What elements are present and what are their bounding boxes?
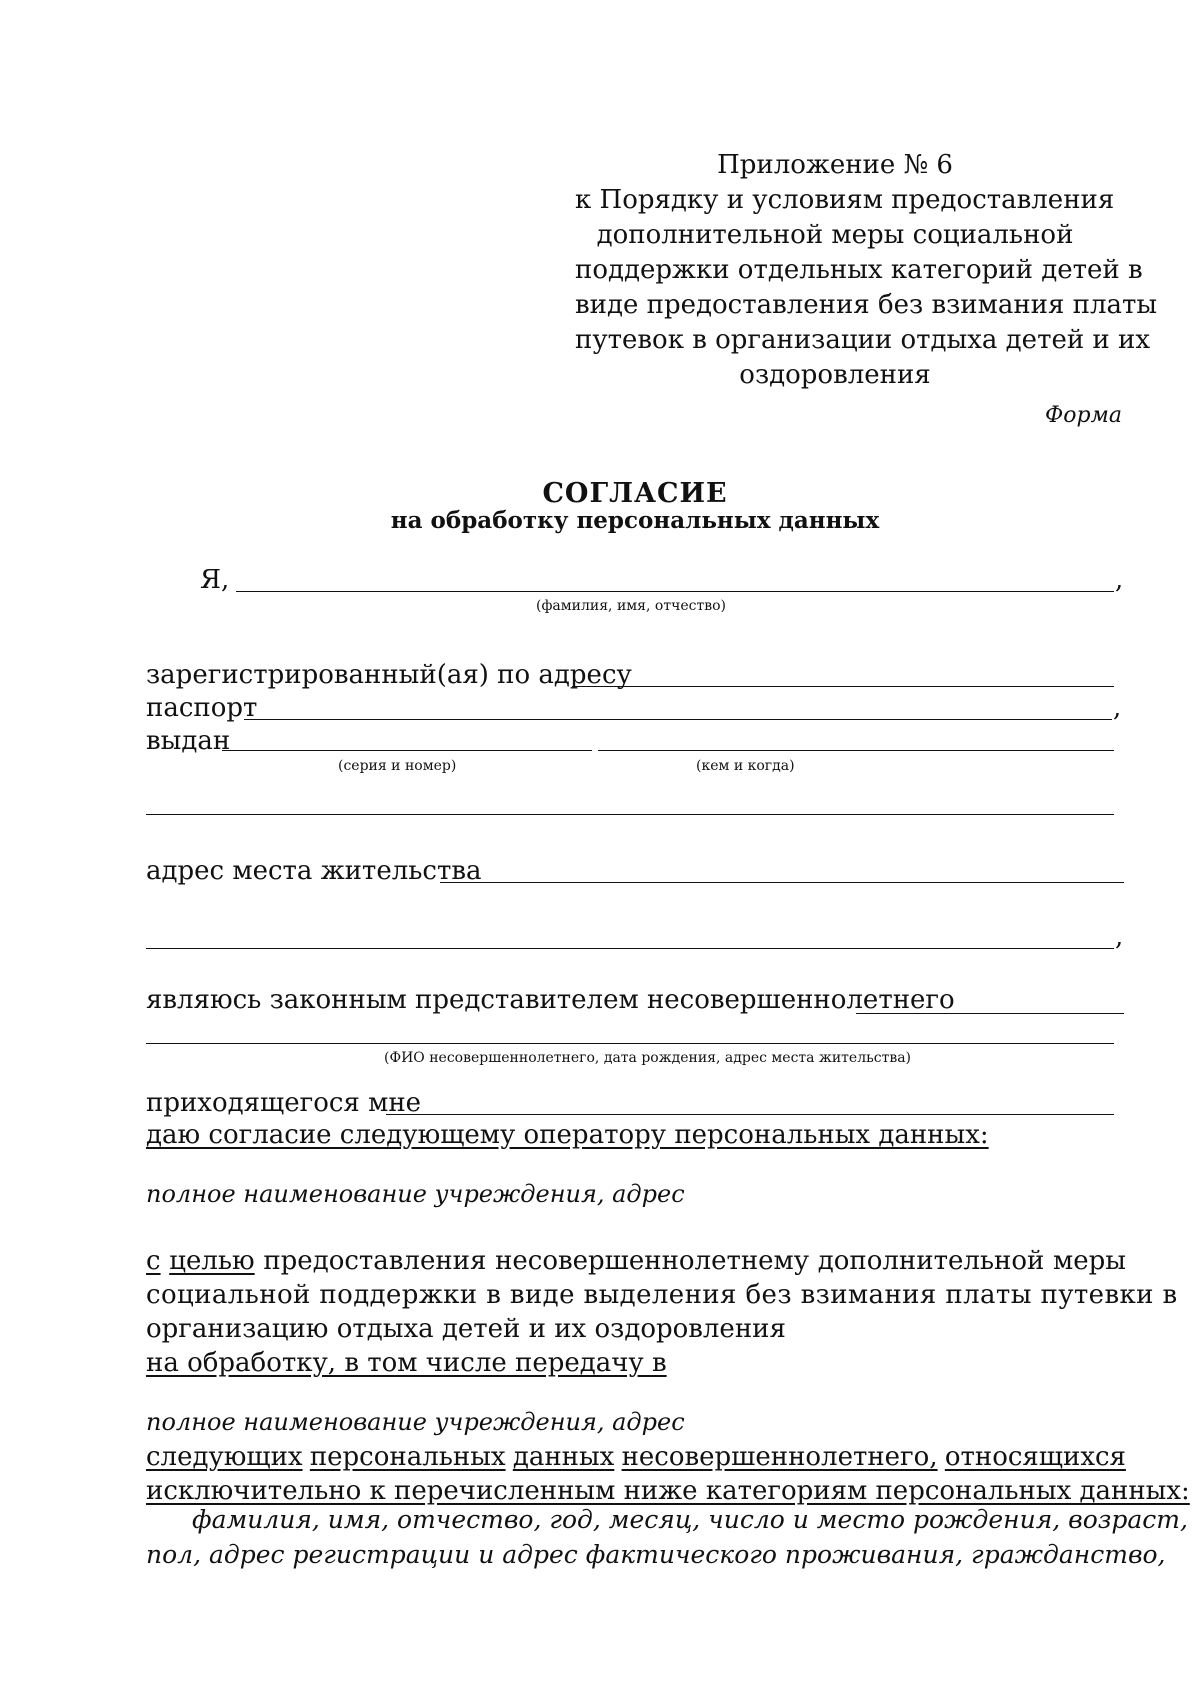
appendix-header [575,148,1158,393]
purpose-word: с [146,1246,161,1276]
purpose-line-2: социальной поддержки в виде выделения без взимания платы путевки в [146,1280,1178,1310]
processing-text: на обработку, в том числе передачу в [146,1348,667,1378]
issued-by-input-line[interactable] [598,750,1114,751]
residence-continuation-line[interactable] [146,948,1114,949]
ya-label: Я, [200,565,230,595]
series-number-input-line[interactable] [222,750,592,751]
institution-name-1: полное наименование учреждения, адрес [146,1180,685,1208]
fio-caption: (фамилия, имя, отчество) [536,598,726,614]
following-word: данных [512,1442,615,1472]
following-data-paragraph [146,1440,1190,1508]
passport-label: паспорт [146,693,258,723]
relation-label: приходящегося мне [146,1088,422,1118]
minor-input-line[interactable] [856,1013,1124,1014]
categories-line-1: фамилия, имя, отчество, год, месяц, число и место рождения, возраст, [192,1505,1188,1534]
purpose-word: целью [169,1246,255,1276]
purpose-word: меры [1053,1246,1126,1276]
purpose-word: дополнительной [817,1246,1045,1276]
representative-label: являюсь законным представителем несовершеннолетнего [146,985,955,1015]
comma: , [1115,922,1124,952]
purpose-word: несовершеннолетнему [495,1246,810,1276]
appendix-line: к Порядку и условиям предоставления [575,185,1115,215]
following-word: следующих [146,1442,303,1472]
purpose-paragraph [146,1244,1178,1380]
series-caption: (серия и номер) [338,758,457,774]
minor-caption: (ФИО несовершеннолетнего, дата рождения, адрес места жительства) [384,1050,912,1066]
appendix-number: Приложение № 6 [717,150,953,180]
residence-label: адрес места жительства [146,856,482,886]
purpose-word: предоставления [263,1246,487,1276]
comma: , [1115,565,1124,595]
form-label: Форма [1045,403,1122,428]
residence-address-input-line[interactable] [440,882,1124,883]
exclusively-text: исключительно к перечисленным ниже категориям персональных данных: [146,1476,1190,1506]
categories-line-2: пол, адрес регистрации и адрес фактического проживания, гражданство, [146,1540,1166,1569]
registered-label: зарегистрированный(ая) по адресу [146,660,632,690]
fio-input-line[interactable] [236,591,1114,592]
minor-continuation-line[interactable] [146,1043,1114,1044]
registered-address-input-line[interactable] [572,686,1114,687]
comma: , [1113,693,1122,723]
appendix-line: поддержки отдельных категорий детей в [575,255,1143,285]
following-word: несовершеннолетнего, [621,1442,938,1472]
relation-input-line[interactable] [386,1114,1114,1115]
purpose-line-1 [146,1244,1126,1278]
appendix-line: оздоровления [739,360,931,390]
institution-name-2: полное наименование учреждения, адрес [146,1408,685,1436]
issued-label: выдан [146,726,231,756]
appendix-line: виде предоставления без взимания платы [575,290,1158,320]
document-subtitle: на обработку персональных данных [390,507,880,534]
document-title: СОГЛАСИЕ [542,478,728,509]
purpose-line-3: организацию отдыха детей и их оздоровления [146,1314,786,1344]
appendix-line: путевок в организации отдыха детей и их [575,325,1151,355]
following-word: относящихся [944,1442,1126,1472]
appendix-line: дополнительной меры социальной [596,220,1074,250]
consent-operator-text: даю согласие следующему оператору персональных данных: [146,1120,989,1150]
passport-input-line[interactable] [244,719,1112,720]
issued-by-caption: (кем и когда) [696,758,795,774]
following-line-1 [146,1440,1126,1474]
issued-continuation-line[interactable] [146,814,1114,815]
following-word: персональных [309,1442,506,1472]
